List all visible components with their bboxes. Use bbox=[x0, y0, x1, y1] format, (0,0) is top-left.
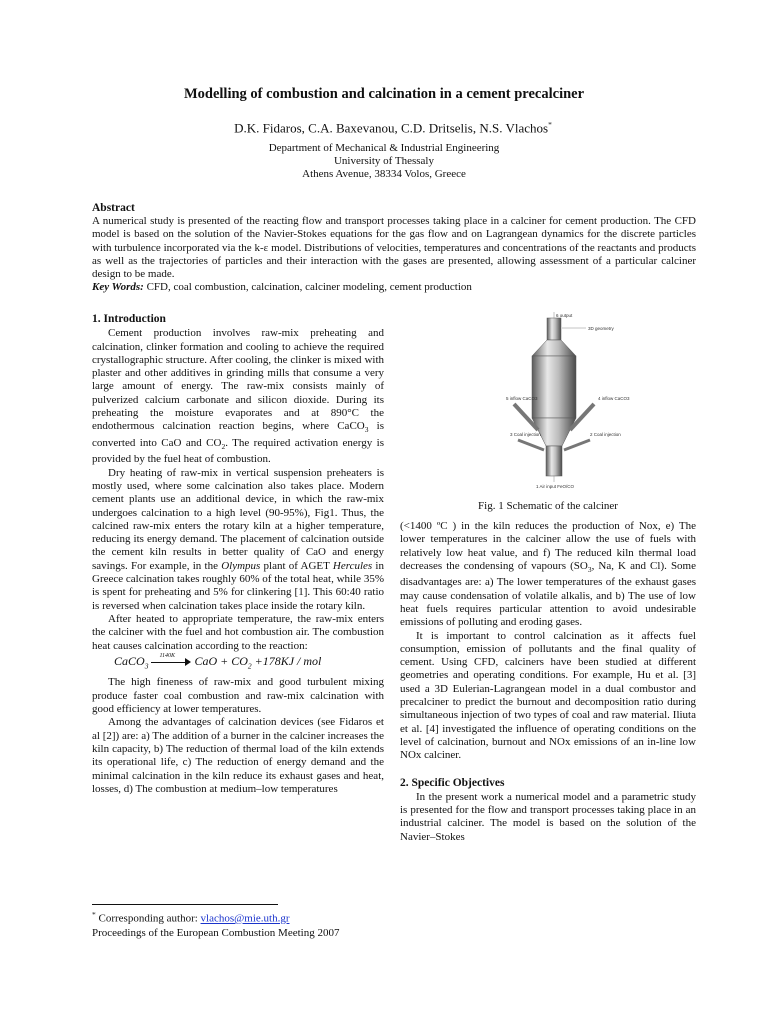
label-geometry: 3D geometry bbox=[588, 326, 614, 331]
intro-heading: 1. Introduction bbox=[92, 313, 166, 325]
body-paragraph: (<1400 ºC ) in the kiln reduces the production of Nox, e) The lower temperatures in the calciner allow the use of fuels with relatively low heat value, and f) The reduced kiln thermal load decreases the condensing of vapours ($SO_3$, Na, K and Cl). Some disadvantages are: a) The lower temperatures of the exhaust gases may cause condensation of volatile alkalis, and b) The use of low heat fuels requires particular attention to avoid undesirable emissions of polluting and eroding gases. bbox=[400, 520, 696, 629]
label-inflow-left: 5 inflow CaCO3 bbox=[506, 396, 538, 401]
body-paragraph: In the present work a numerical model and a parametric study is presented for the flow and transport processes taking place in an industrial calciner. The model is based on the solution of the Navier–Stokes bbox=[400, 790, 696, 843]
label-inflow-right: 4 inflow CaCO3 bbox=[598, 396, 630, 401]
abstract-text: A numerical study is presented of the reacting flow and transport processes taking place in a calciner for cement production. The CFD model is based on the solution of the Navier-Stokes equations for the gas flow and on Lagrangean dynamics for the discrete particles with turbulence incorporated via the k-ε model. Distributions of velocities, temperatures and concentrations of the reactants and products as well as the trajectories of particles and their interaction with the gases are presented, allowing assessment of a particular calciner design to be made. bbox=[92, 215, 696, 281]
calcination-equation: CaCO$_3$ 1140K CaO + $CO_2 +178KJ$ / mol bbox=[114, 653, 322, 671]
intro-paragraph: Among the advantages of calcination devices (see Fidaros et al [2]) are: a) The addition of a burner in the calciner increases the kiln capacity, b) The reduction of thermal load of the kiln extends its operational life, c) The reduction of energy demand and the minimal calcination in the kiln reduce its exhaust gases and heat, losses, d) The combustion at medium–low temperatures bbox=[92, 716, 384, 795]
affiliation bbox=[0, 142, 768, 181]
objectives-heading: 2. Specific Objectives bbox=[400, 776, 505, 789]
intro-paragraph: The high fineness of raw-mix and good turbulent mixing produce faster coal combustion and raw-mix calcination with good efficiency at lower temperatures. bbox=[92, 676, 384, 716]
left-column bbox=[92, 313, 384, 796]
label-air-input: 1 Air input FeO/CO bbox=[536, 484, 575, 489]
calciner-schematic bbox=[470, 312, 640, 490]
affiliation-line: University of Thessaly bbox=[333, 155, 434, 167]
right-column bbox=[400, 520, 696, 844]
label-outlet: 6 output bbox=[556, 313, 573, 318]
reaction-arrow: 1140K bbox=[151, 657, 191, 667]
keywords-line bbox=[92, 281, 696, 294]
authors-text: D.K. Fidaros, C.A. Baxevanou, C.D. Dritselis, N.S. Vlachos bbox=[234, 120, 549, 136]
author-list bbox=[0, 120, 768, 136]
corresponding-mark: * bbox=[548, 120, 552, 129]
proceedings-line: Proceedings of the European Combustion Meeting 2007 bbox=[92, 926, 340, 939]
intro-paragraph: Cement production involves raw-mix preheating and calcination, clinker formation and cooling to achieve the required crystallographic structure. After cooling, the clinker is mixed with plaster and other additives in grinding mills that consume a very large amount of energy. The raw-mix consists mainly of pulverized calcium carbonate and silicon dioxide. During its preheating the moisture evaporates and at 890°C the endothermous calcination reaction begins, where CaCO$_3$ is converted into CaO and $CO_2$. The required activation energy is provided by the fuel heat of combustion. bbox=[92, 327, 384, 466]
label-coal-left: 3 Coal injection bbox=[510, 432, 541, 437]
calciner-figure bbox=[470, 312, 640, 490]
intro-paragraph: Dry heating of raw-mix in vertical suspension preheaters is mostly used, where some calcination also takes place. Modern cement plants use an additional device, in which the raw-mix undergoes calcination to a high level (90-95%), Fig1. Thus, the calcined raw-mix enters the rotary kiln at a higher temperature, reducing its energy demand. The placement of calcination outside the cement kiln results in better quality of CaO and energy savings. For example, in the Olympus plant of AGET Hercules in Greece calcination takes roughly 60% of the total heat, while 35% is spent for preheating and 5% for clinkering [1]. This 60:40 ratio is reversed when calcination takes place inside the rotary kiln. bbox=[92, 466, 384, 612]
label-coal-right: 2 Coal injection bbox=[590, 432, 621, 437]
keywords-text: CFD, coal combustion, calcination, calciner modeling, cement production bbox=[146, 281, 472, 294]
affiliation-line: Athens Avenue, 38334 Volos, Greece bbox=[302, 168, 466, 180]
paper-title: Modelling of combustion and calcination in a cement precalciner bbox=[183, 86, 585, 102]
author-email-link[interactable]: vlachos@mie.uth.gr bbox=[200, 912, 290, 925]
abstract-section bbox=[92, 202, 696, 294]
abstract-heading: Abstract bbox=[92, 202, 135, 214]
affiliation-line: Department of Mechanical & Industrial Engineering bbox=[268, 142, 500, 154]
figure-caption: Fig. 1 Schematic of the calciner bbox=[478, 500, 618, 512]
footnote bbox=[92, 908, 339, 940]
intro-paragraph: After heated to appropriate temperature, the raw-mix enters the calciner with the fuel and hot combustion air. The combustion heat causes calcination according to the reaction: bbox=[92, 612, 384, 652]
corresponding-author-line: * Corresponding author: vlachos@mie.uth.gr bbox=[92, 910, 290, 925]
keywords-label: Key Words: bbox=[92, 281, 144, 294]
body-paragraph: It is important to control calcination as it affects fuel consumption, emission of pollutants and the final quality of cement. Using CFD, calciners have been studied at different geometries and operating conditions. For example, Hu et al. [3] used a 3D Eulerian-Lagrangean model in a dual combustor and precalciner to predict the burnout and decomposition ratio during simultaneous injection of two types of coal and raw material. Iliuta et al. [4] investigated the influence of operating conditions on the level of calcination, burnout and NOx emissions of an in-line low NOx calciner. bbox=[400, 629, 696, 762]
footnote-rule bbox=[92, 904, 278, 905]
